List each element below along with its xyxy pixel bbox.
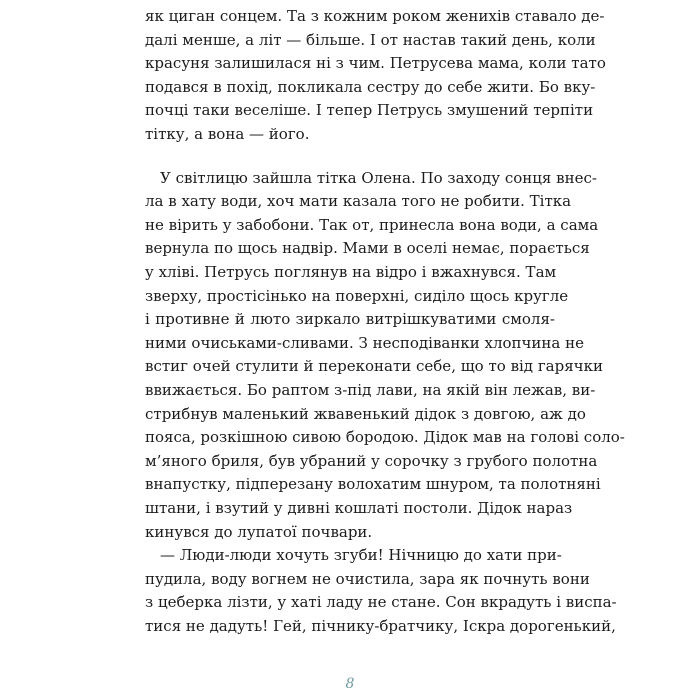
text-line: зверху, простісінько на поверхні, сиділо щось кругле xyxy=(145,286,569,305)
text-line: вернула по щось надвір. Мами в оселі немає, порається xyxy=(145,239,590,258)
text-line: з цеберка лізти, у хаті ладу не стане. Сон вкрадуть і виспа- xyxy=(145,593,617,612)
text-line: ввижається. Бо раптом з-під лави, на якій він лежав, ви- xyxy=(145,381,596,399)
text-line: внапустку, підперезану волохатим шнуром, та полотняні xyxy=(145,475,601,494)
text-line: встиг очей стулити й переконати себе, що то від гарячки xyxy=(145,357,603,376)
text-line: м’яного бриля, був убраний у сорочку з грубого полотна xyxy=(145,451,598,470)
text-line: пояса, розкішною сивою бородою. Дідок мав на голові соло- xyxy=(145,428,625,447)
text-line: далі менше, а літ — більше. І от настав такий день, коли xyxy=(145,30,596,49)
text-line: ними очиськами-сливами. З несподіванки хлопчина не xyxy=(145,333,584,352)
text-line: не вірить у забобони. Так от, принесла вона води, а сама xyxy=(145,215,599,234)
text-line: пудила, воду вогнем не очистила, зара як почнуть вони xyxy=(145,569,590,588)
text-line: стрибнув маленький жвавенький дідок з довгою, аж до xyxy=(145,404,586,423)
text-line: почці таки веселіше. І тепер Петрусь змушений терпіти xyxy=(145,101,594,120)
text-line: тися не дадуть! Гей, пічнику-братчику, Іскра дорогенький, xyxy=(145,617,616,635)
text-line: ла в хату води, хоч мати казала того не робити. Тітка xyxy=(145,192,572,211)
text-line: красуня залишилася ні з чим. Петрусева мама, коли тато xyxy=(145,54,606,73)
text-line: — Люди-люди хочуть згуби! Нічницю до хати при- xyxy=(160,546,562,565)
page-number: 8 xyxy=(345,676,355,692)
text-line: У світлицю зайшла тітка Олена. По заходу сонця внес- xyxy=(160,168,597,187)
text-line: у хліві. Петрусь поглянув на відро і вжахнувся. Там xyxy=(145,263,557,281)
text-line: як циган сонцем. Та з кожним роком женихів ставало де- xyxy=(145,7,605,25)
text-line: штани, і взутий у дивні кошлаті постоли. Дідок нараз xyxy=(145,499,573,517)
text-line: тітку, а вона — його. xyxy=(145,125,310,143)
text-line: кинувся до лупатої почвари. xyxy=(145,522,373,541)
text-line: і противне й люто зиркало витрішкуватими смоля- xyxy=(145,310,555,329)
text-line: подався в похід, покликала сестру до себе жити. Бо вку- xyxy=(145,77,596,96)
